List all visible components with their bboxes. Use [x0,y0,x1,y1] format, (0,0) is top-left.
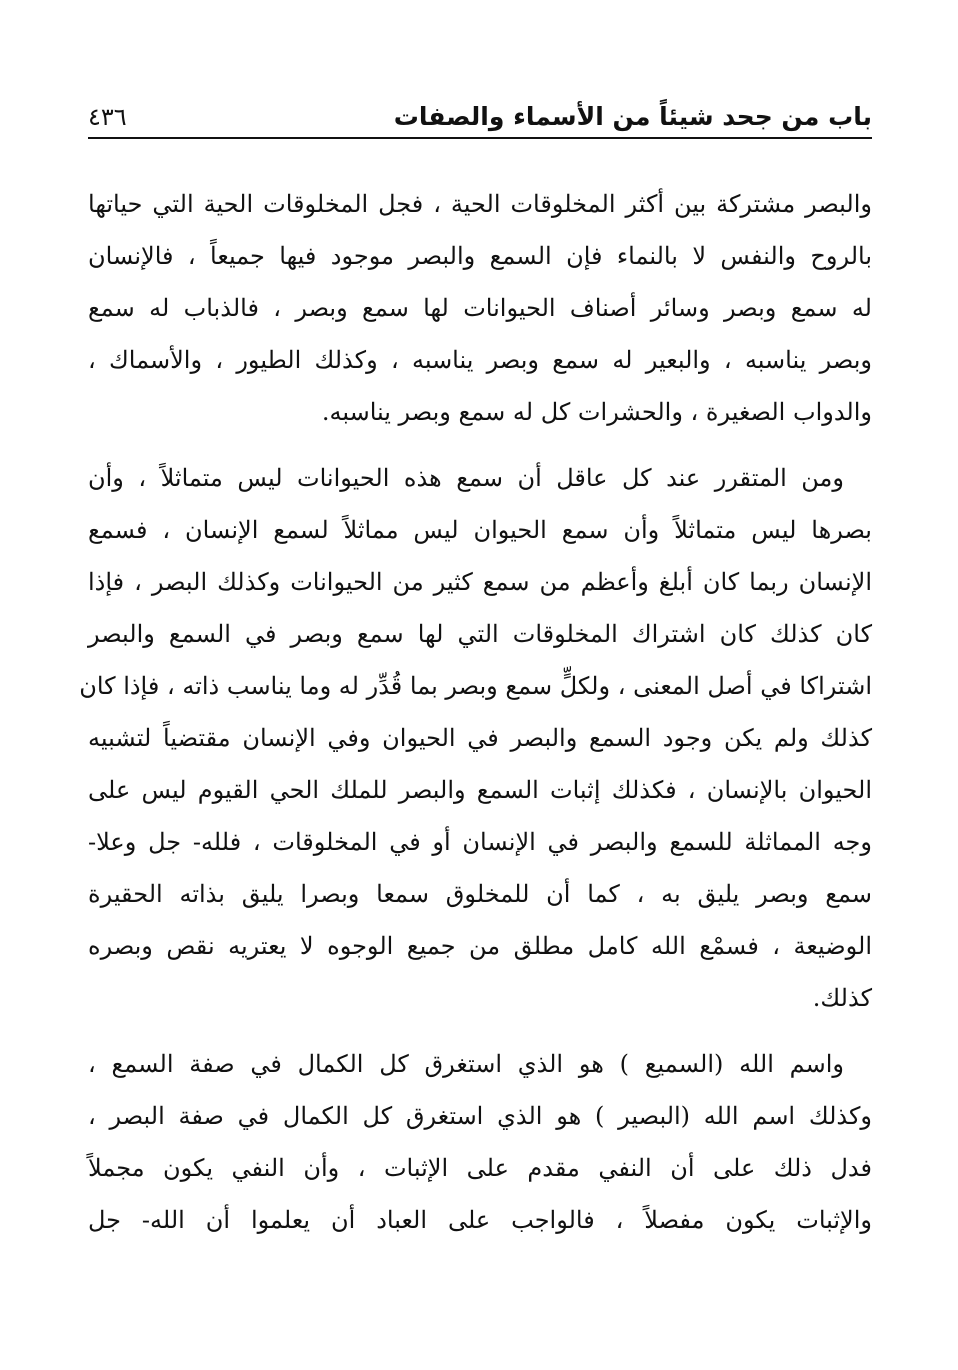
text-line: له سمع وبصر وسائر أصناف الحيوانات لها سمع وبصر ، فالذباب له سمع [88,294,872,322]
text-line: واسم الله (السميع ) هو الذي استغرق كل الكمال في صفة السمع ، [88,1050,844,1078]
text-line: فدل ذلك على أن النفي مقدم على الإثبات ، وأن النفي يكون مجملاً [88,1154,872,1182]
text-line: بالروح والنفس لا بالنماء فإن السمع والبصر موجود فيها جميعاً ، فالإنسان [88,242,872,270]
text-line: وكذلك اسم الله (البصير ) هو الذي استغرق كل الكمال في صفة البصر ، [88,1102,872,1130]
text-line: اشتراكا في أصل المعنى ، ولكلٍّ سمع وبصر بما قُدِّر له وما يناسب ذاته ، فإذا كان [79,672,872,700]
text-line: الوضيعة ، فسمْع الله كامل مطلق من جميع الوجوه لا يعتريه نقص وبصره [88,932,872,960]
text-line: كذلك ولم يكن وجود السمع والبصر في الحيوان وفي الإنسان مقتضياً لتشبيه [88,724,872,752]
text-line: والدواب الصغيرة ، والحشرات كل له سمع وبصر يناسبه. [321,398,872,426]
text-line: والبصر مشتركة بين أكثر المخلوقات الحية ، فجل المخلوقات الحية التي حياتها [88,190,872,218]
text-line: بصرها ليس متماثلاً وأن سمع الحيوان ليس مماثلاً لسمع الإنسان ، فسمع [88,516,872,544]
body-text [79,178,872,1246]
text-line: سمع وبصر يليق به ، كما أن للمخلوق سمعا وبصرا يليق بذاته الحقيرة [88,880,872,908]
text-line: كان كذلك كان اشتراك المخلوقات التي لها سمع وبصر في السمع والبصر [88,620,872,648]
paragraph-3 [88,1038,872,1246]
text-line: والإثبات يكون مفصلاً ، فالواجب على العباد أن يعلموا أن الله- جل [88,1206,872,1234]
text-line: الإنسان ربما كان أبلغ وأعظم من سمع كثير من الحيوانات وكذلك البصر ، فإذا [88,568,872,596]
paragraph-2 [79,452,872,1024]
paragraph-1 [88,178,872,438]
header-divider [88,137,872,139]
page-number: ٤٣٦ [88,103,127,131]
text-line: كذلك. [812,984,872,1012]
text-line: الحيوان بالإنسان ، فكذلك إثبات السمع والبصر للملك الحي القيوم ليس على [88,776,872,804]
page-header [88,92,872,132]
text-line: ومن المتقرر عند كل عاقل أن سمع هذه الحيوانات ليس متماثلاً ، وأن [88,464,844,492]
text-line: وبصر يناسبه ، والبعير له سمع وبصر يناسبه ، وكذلك الطيور ، والأسماك ، [88,346,872,374]
text-line: وجه المماثلة للسمع والبصر في الإنسان أو في المخلوقات ، فلله- جل وعلا- [88,828,872,856]
running-title: باب من جحد شيئاً من الأسماء والصفات [393,102,872,131]
